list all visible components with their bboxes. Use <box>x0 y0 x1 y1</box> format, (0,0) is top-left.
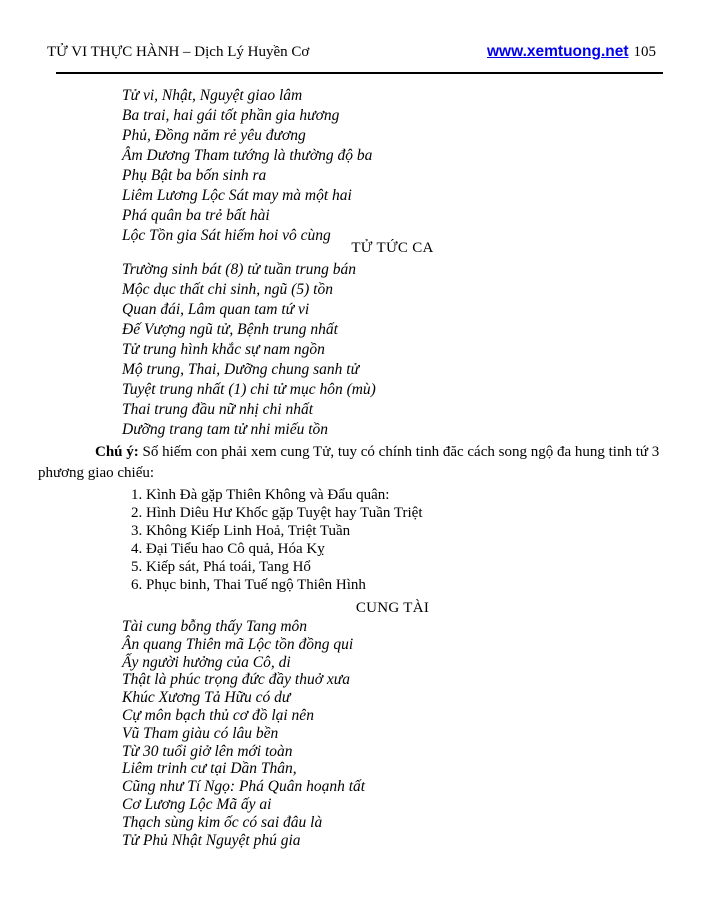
verse-line: Phụ Bật ba bốn sinh ra <box>122 167 267 184</box>
verse-line: Phá quân ba trẻ bất hài <box>122 207 270 224</box>
verse-line: Ân quang Thiên mã Lộc tồn đồng qui <box>122 635 354 653</box>
warning-conditions-list <box>131 486 705 594</box>
section-heading-tu-tuc-ca: TỬ TỨC CA <box>351 240 434 256</box>
list-item: 6. Phục binh, Thai Tuế ngộ Thiên Hình <box>131 577 366 593</box>
verse-line: Tài cung bỗng thấy Tang môn <box>122 618 308 635</box>
website-link[interactable]: www.xemtuong.net <box>486 43 629 60</box>
note-line: phương giao chiếu: <box>38 465 155 481</box>
list-item: 2. Hình Diêu Hư Khốc gặp Tuyệt hay Tuần Triệt <box>131 505 423 521</box>
list-item: 5. Kiếp sát, Phá toái, Tang Hổ <box>131 559 311 575</box>
verse-line: Đế Vượng ngũ tử, Bệnh trung nhất <box>122 321 338 338</box>
verse-line: Tử trung hình khắc sự nam ngồn <box>122 341 325 358</box>
note-label: Chú ý: <box>95 444 139 460</box>
note-line <box>38 442 665 463</box>
verse-line: Thật là phúc trọng đức đầy thuở xưa <box>122 671 350 689</box>
verse-line: Từ 30 tuổi giở lên mới toàn <box>122 742 293 760</box>
verse-line: Tuyệt trung nhất (1) chi tử mục hôn (mù) <box>122 381 376 398</box>
verse-line: Mộ trung, Thai, Dưỡng chung sanh tử <box>122 361 360 378</box>
verse-block-tu-tuc-intro <box>122 86 705 246</box>
verse-line: Tử vi, Nhật, Nguyệt giao lâm <box>122 87 303 104</box>
header-divider <box>56 72 663 74</box>
verse-line: Cự môn bạch thủ cơ đồ lại nên <box>122 706 314 724</box>
section-heading-cung-tai: CUNG TÀI <box>355 600 430 616</box>
verse-line: Phủ, Đồng năm rẻ yêu đương <box>122 127 306 144</box>
note-text: Số hiếm con phải xem cung Tử, tuy có chính tinh đăc cách song ngộ đa hung tinh tứ 3 <box>138 444 660 460</box>
verse-line: Khúc Xương Tả Hữu có dư <box>122 689 291 707</box>
page-number: 105 <box>633 44 656 60</box>
verse-line: Lộc Tồn gia Sát hiếm hoi vô cùng <box>122 227 331 244</box>
verse-line: Cơ Lương Lộc Mã ấy ai <box>122 795 272 813</box>
verse-block-tu-tuc-ca <box>122 260 705 440</box>
verse-line: Vũ Tham giàu có lâu bền <box>122 724 279 742</box>
list-item: 4. Đại Tiểu hao Cô quả, Hóa Kỵ <box>131 541 325 557</box>
verse-line: Dưỡng trang tam tử nhi miếu tồn <box>122 421 329 438</box>
header-title: TỬ VI THỰC HÀNH – Dịch Lý Huyền Cơ <box>47 44 310 60</box>
list-item: 3. Không Kiếp Linh Hoả, Triệt Tuần <box>131 523 351 539</box>
verse-line: Ấy người hưởng của Cô, di <box>122 653 291 671</box>
verse-line: Liêm Lương Lộc Sát may mà một hai <box>122 187 352 204</box>
verse-line: Quan đái, Lâm quan tam tứ vi <box>122 301 310 318</box>
verse-line: Thai trung đầu nữ nhị chi nhất <box>122 401 314 418</box>
verse-block-cung-tai <box>122 618 705 849</box>
verse-line: Trường sinh bát (8) tử tuần trung bán <box>122 261 357 278</box>
verse-line: Ba trai, hai gái tốt phần gia hương <box>122 107 340 124</box>
verse-line: Tử Phủ Nhật Nguyệt phú gia <box>122 831 301 849</box>
verse-line: Mộc dục thất chi sinh, ngũ (5) tồn <box>122 281 333 298</box>
verse-line: Liêm trinh cư tại Dần Thân, <box>122 760 297 778</box>
page-header <box>0 0 705 62</box>
note-paragraph <box>38 442 665 484</box>
verse-line: Âm Dương Tham tướng là thường độ ba <box>122 147 373 164</box>
list-item: 1. Kình Đà gặp Thiên Không và Đẩu quân: <box>131 487 390 503</box>
verse-line: Cũng như Tí Ngọ: Phá Quân hoạnh tất <box>122 778 366 796</box>
header-right <box>487 42 656 62</box>
verse-line: Thạch sùng kim ốc có sai đâu là <box>122 813 323 831</box>
